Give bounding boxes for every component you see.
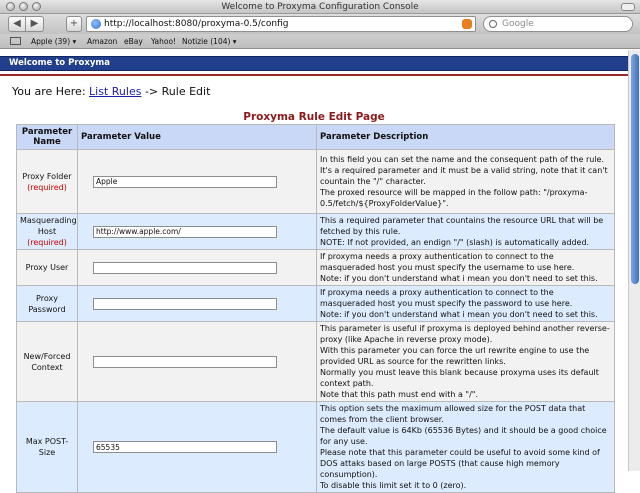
bookmark-notizie[interactable]: Notizie (104) ▾ xyxy=(182,37,237,46)
plus-icon: + xyxy=(69,18,79,29)
description-line: It's a required parameter and it must be a valid string, note that it can't countain the "/" character. xyxy=(320,166,608,186)
banner-title: Welcome to Proxyma xyxy=(9,58,110,68)
required-label: (required) xyxy=(27,238,67,247)
proxy-password-input[interactable] xyxy=(93,298,277,310)
description-line: If proxyma needs a proxy authentication to connect to the masqueraded host you must specify the username to use here. xyxy=(320,252,575,272)
toolbar-toggle-button[interactable] xyxy=(621,3,635,11)
table-row xyxy=(17,322,614,401)
breadcrumb-current: -> Rule Edit xyxy=(144,85,211,98)
description-line: In this field you can set the name and the consequent path of the rule. xyxy=(320,155,604,164)
url-text: http://localhost:8080/proxyma-0.5/config xyxy=(104,19,289,29)
param-name-new-forced-context: New/Forced Context xyxy=(23,351,71,372)
param-name-proxy-password: Proxy Password xyxy=(28,293,66,314)
param-name-cell xyxy=(17,402,77,492)
description-line: This a required parameter that countains the resource URL that will be fetched by this rule. xyxy=(320,216,604,236)
page-title: Proxyma Rule Edit Page xyxy=(243,111,385,123)
bookmark-apple[interactable]: Apple (39) ▾ xyxy=(31,37,77,46)
header-parameter-description: Parameter Description xyxy=(317,125,614,149)
param-value-cell xyxy=(78,214,316,249)
param-value-cell xyxy=(78,402,316,492)
param-value-cell xyxy=(78,286,316,321)
welcome-banner xyxy=(0,56,628,71)
list-rules-link[interactable]: List Rules xyxy=(89,85,142,98)
forward-arrow-icon: ▶ xyxy=(30,18,39,29)
table-header-row xyxy=(17,125,614,149)
description-line: Note: if you don't understand what i mean you don't need to set this. xyxy=(320,274,598,283)
header-parameter-name: Parameter Name xyxy=(17,125,77,149)
add-bookmark-button[interactable] xyxy=(66,16,82,32)
globe-icon xyxy=(91,19,101,29)
param-name-proxy-folder: Proxy Folder xyxy=(22,171,72,181)
new-forced-context-input[interactable] xyxy=(93,356,277,368)
description-line: To disable this limit set it to 0 (zero). xyxy=(320,481,467,490)
back-arrow-icon: ◀ xyxy=(13,18,21,29)
back-button[interactable] xyxy=(8,16,26,32)
rss-icon[interactable] xyxy=(462,19,472,29)
param-value-cell xyxy=(78,250,316,285)
description-line: Note: if you don't understand what i mean you don't need to set this. xyxy=(320,310,598,319)
table-row xyxy=(17,214,614,249)
param-name-proxy-user: Proxy User xyxy=(25,263,69,272)
description-line: Normally you must leave this blank because proxyma uses its default context path. xyxy=(320,368,599,388)
param-name-cell xyxy=(17,250,77,285)
param-name-masquerading-host: Masquerading Host xyxy=(20,216,77,236)
description-line: This parameter is useful if proxyma is deployed behind another reverse-proxy (like Apache in reverse proxy mode). xyxy=(320,324,610,344)
search-input[interactable] xyxy=(483,16,633,32)
header-parameter-value: Parameter Value xyxy=(78,125,316,149)
table-row xyxy=(17,286,614,321)
bookmarks-book-icon[interactable] xyxy=(10,37,21,45)
title-bar xyxy=(0,0,640,14)
param-description-cell xyxy=(317,214,614,249)
param-description-cell xyxy=(317,402,614,492)
masquerading-host-input[interactable] xyxy=(93,226,277,238)
breadcrumb xyxy=(12,85,210,98)
breadcrumb-prefix: You are Here: xyxy=(12,85,86,98)
param-name-cell xyxy=(17,322,77,401)
rule-edit-table xyxy=(16,124,615,493)
description-line: The proxed resource will be mapped in the follow path: "/proxyma-0.5/fetch/${ProxyFolderValue}". xyxy=(320,188,588,208)
max-post-size-input[interactable] xyxy=(93,441,277,453)
param-value-cell xyxy=(78,150,316,213)
forward-button[interactable] xyxy=(26,16,44,32)
scrollbar-thumb[interactable] xyxy=(631,54,639,284)
address-bar[interactable] xyxy=(86,16,476,32)
proxy-folder-input[interactable] xyxy=(93,176,277,188)
bookmark-yahoo[interactable]: Yahoo! xyxy=(151,37,177,46)
search-placeholder: Google xyxy=(502,19,534,29)
param-description-cell xyxy=(317,322,614,401)
param-name-cell xyxy=(17,286,77,321)
banner-divider xyxy=(0,74,628,76)
description-line: Please note that this parameter could be useful to avoid some kind of DOS attaks based on large POSTS (that cause high memory consumption). xyxy=(320,448,600,479)
bookmark-ebay[interactable]: eBay xyxy=(124,37,143,46)
param-name-cell xyxy=(17,150,77,213)
param-value-cell xyxy=(78,322,316,401)
description-line: With this parameter you can force the url rewrite engine to use the provided URL as source for the rewritten links. xyxy=(320,346,590,366)
bookmark-amazon[interactable]: Amazon xyxy=(87,37,118,46)
description-line: This option sets the maximum allowed size for the POST data that comes from the client browser. xyxy=(320,404,586,424)
description-line: The default value is 64Kb (65536 Bytes) and it should be a good choice for any use. xyxy=(320,426,607,446)
bookmarks-bar xyxy=(0,34,640,49)
table-row xyxy=(17,150,614,213)
table-row xyxy=(17,250,614,285)
description-line: If proxyma needs a proxy authentication to connect to the masqueraded host you must specify the password to use here. xyxy=(320,288,573,308)
param-description-cell xyxy=(317,150,614,213)
param-name-max-post-size: Max POST-Size xyxy=(25,437,69,457)
window-title: Welcome to Proxyma Configuration Console xyxy=(221,2,419,12)
proxy-user-input[interactable] xyxy=(93,262,277,274)
vertical-scrollbar[interactable] xyxy=(628,50,640,471)
table-row xyxy=(17,402,614,492)
param-name-cell xyxy=(17,214,77,249)
param-description-cell xyxy=(317,286,614,321)
param-description-cell xyxy=(317,250,614,285)
web-page xyxy=(0,50,628,490)
search-icon xyxy=(489,20,497,28)
required-label: (required) xyxy=(27,182,67,192)
description-line: Note that this path must end with a "/". xyxy=(320,390,479,399)
description-line: NOTE: If not provided, an endign "/" (slash) is automatically added. xyxy=(320,238,590,247)
browser-toolbar xyxy=(0,14,640,34)
